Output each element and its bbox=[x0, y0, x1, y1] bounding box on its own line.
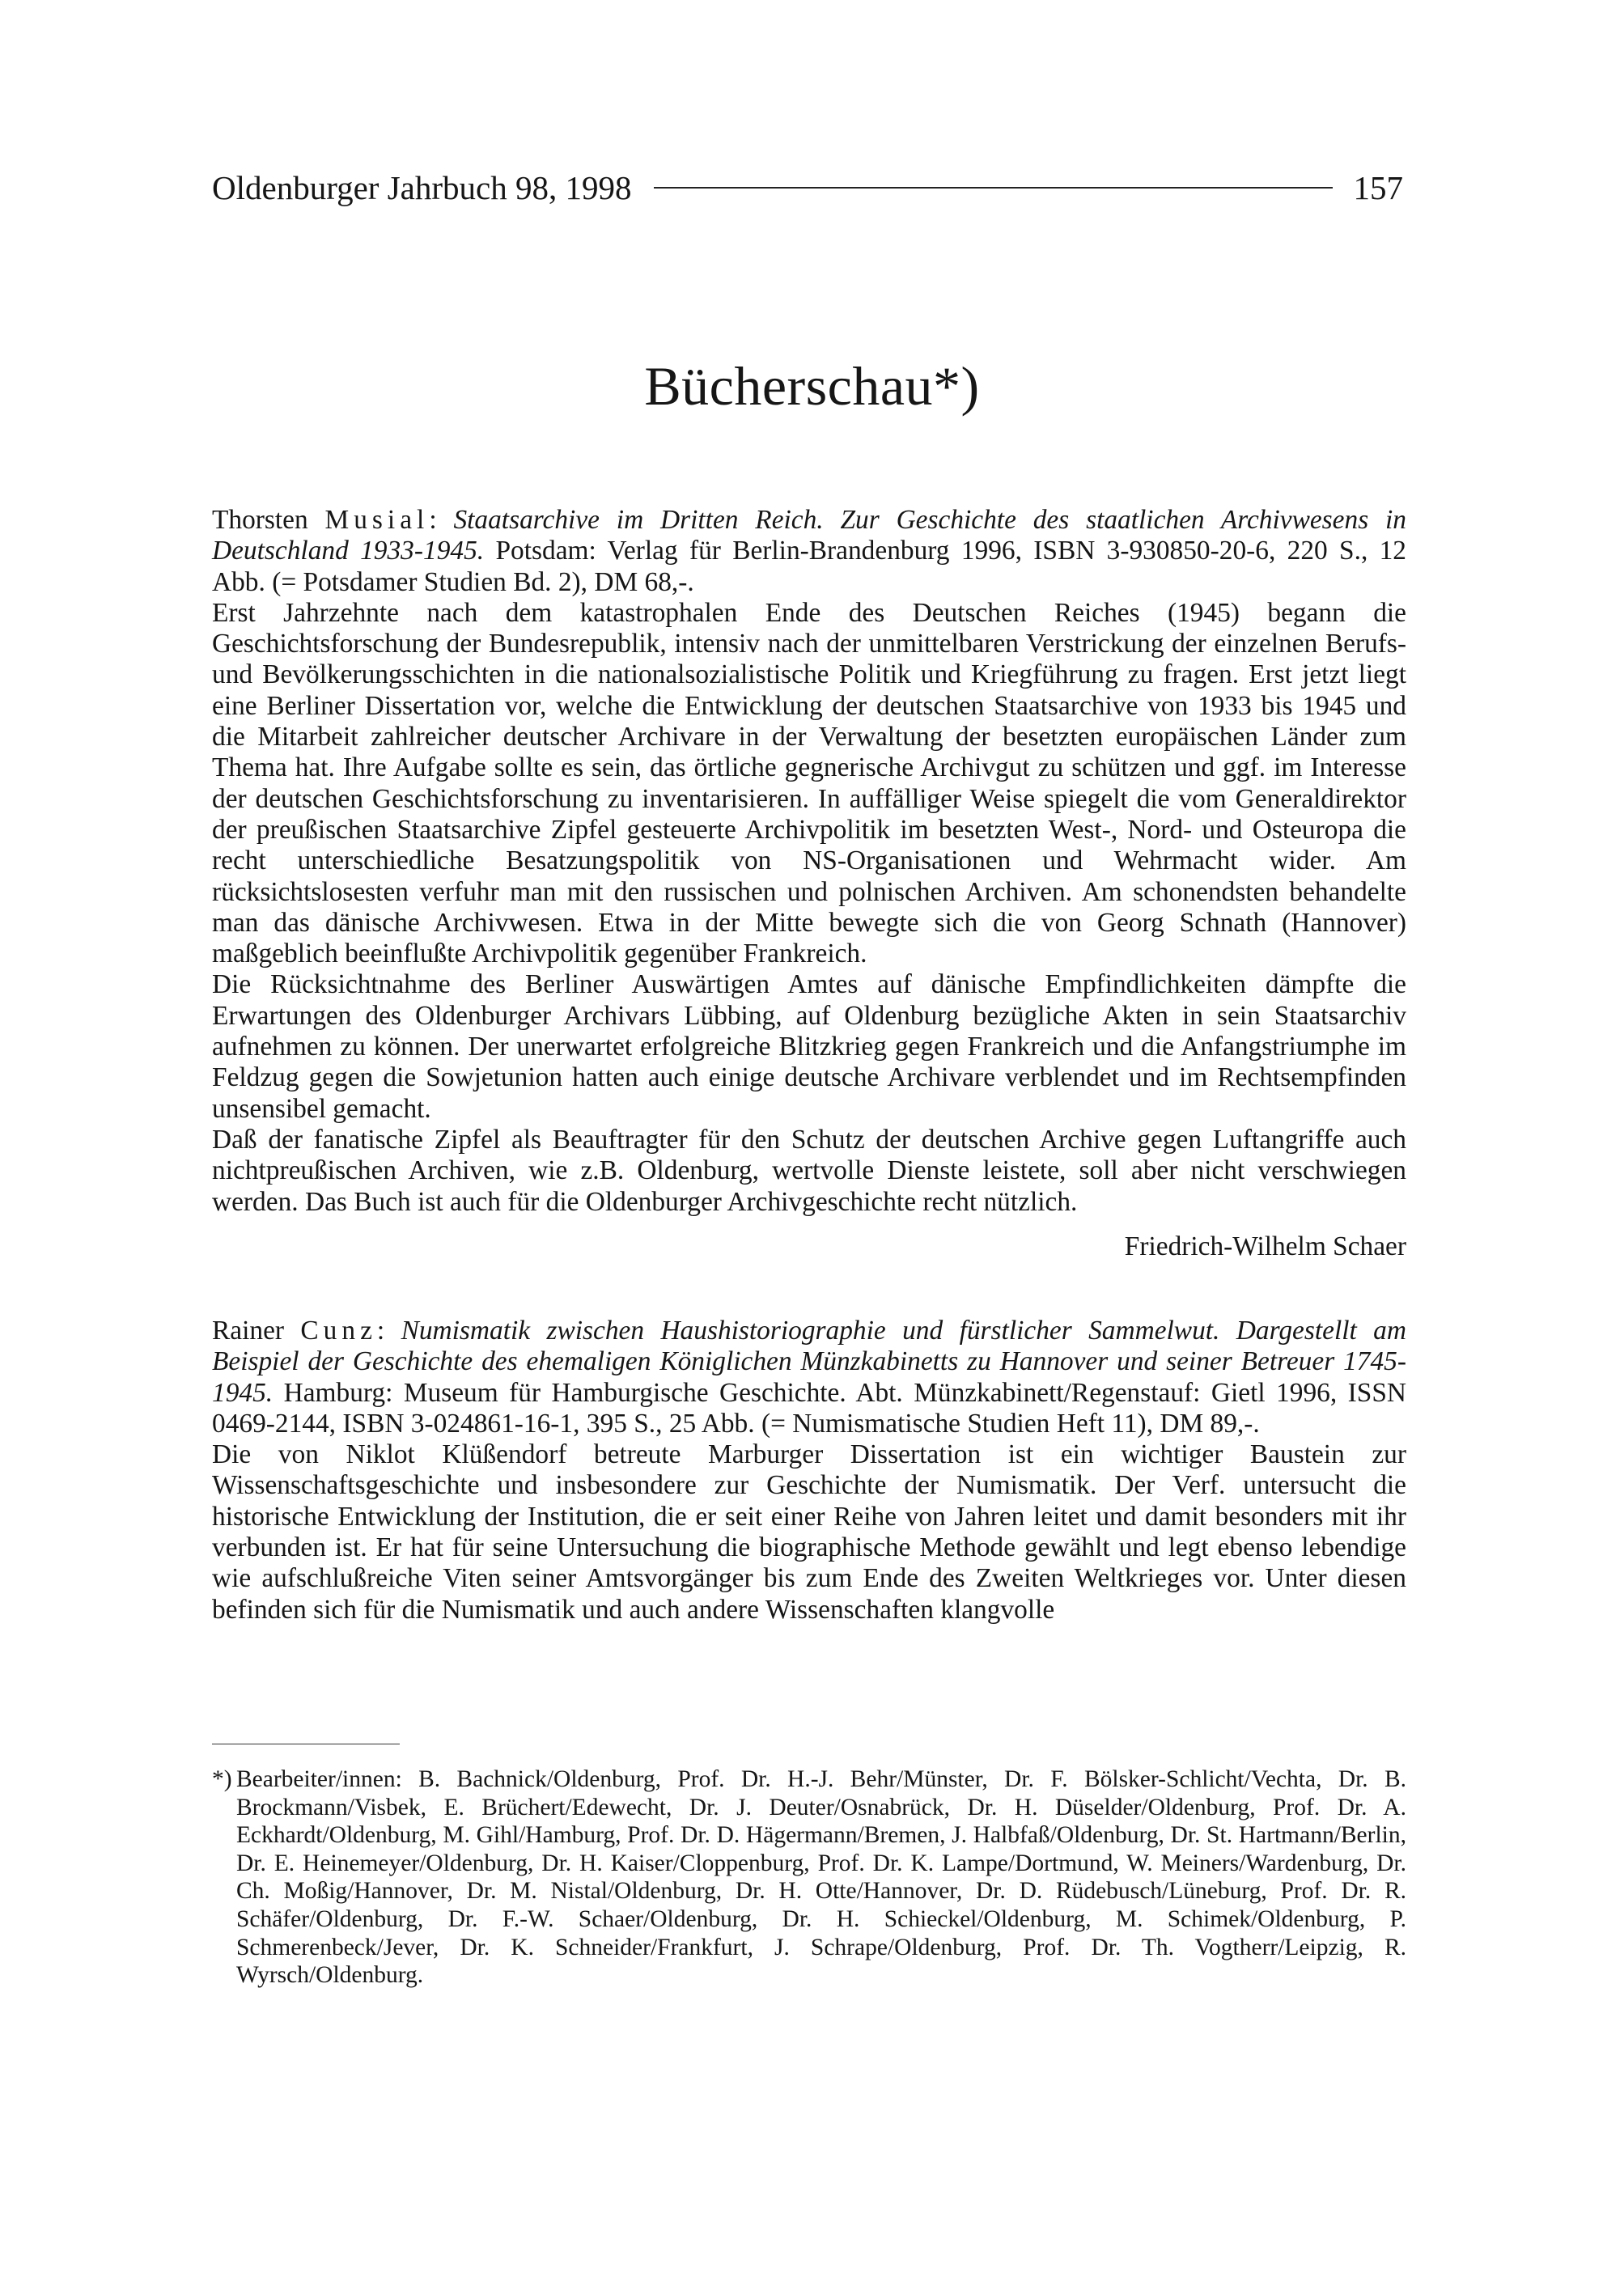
author-last-name: Musial bbox=[324, 505, 430, 535]
author-separator: : bbox=[429, 505, 437, 535]
author-first-name: Thorsten bbox=[212, 505, 308, 535]
page-number: 157 bbox=[1353, 169, 1403, 206]
publication-details: Hamburg: Museum für Hamburgische Geschichte. Abt. Münzkabinett/Regenstauf: Gietl 1996, ISSN 0469-2144, ISBN 3-024861-16-1, 395 S., 25 Abb. (= Numismatische Studien Heft 11), DM 89,-. bbox=[212, 1377, 1407, 1439]
footnote-text: Bearbeiter/innen: B. Bachnick/Oldenburg, Prof. Dr. H.-J. Behr/Münster, Dr. F. Bölsker-Schlicht/Vechta, Dr. B. Brockmann/Visbek, E. Brüchert/Edewecht, Dr. J. Deuter/Osnabrück, Dr. H. Düselder/Oldenburg, Prof. Dr. A. Eckhardt/Oldenburg, M. Gihl/Hamburg, Prof. Dr. D. Hägermann/Bremen, J. Halbfaß/Oldenburg, Dr. St. Hartmann/Berlin, Dr. E. Heinemeyer/Oldenburg, Dr. H. Kaiser/Cloppenburg, Prof. Dr. K. Lampe/Dortmund, W. Meiners/Wardenburg, Dr. Ch. Moßig/Hannover, Dr. M. Nistal/Oldenburg, Dr. H. Otte/Hannover, Dr. D. Rüdebusch/Lüneburg, Prof. Dr. R. Schäfer/Oldenburg, Dr. F.-W. Schaer/Oldenburg, Dr. H. Schieckel/Oldenburg, M. Schimek/Oldenburg, P. Schmerenbeck/Jever, Dr. K. Schneider/Frankfurt, J. Schrape/Oldenburg, Prof. Dr. Th. Vogtherr/Leipzig, R. Wyrsch/Oldenburg. bbox=[236, 1766, 1406, 1989]
review-paragraph: Daß der fanatische Zipfel als Beauftragter für den Schutz der deutschen Archive gegen Luftangriffe auch nichtpreußischen Archiven, wie z.B. Oldenburg, wertvolle Dienste leistete, soll aber nicht verschwiegen werden. Das Buch ist auch für die Oldenburger Archivgeschichte recht nützlich. bbox=[212, 1124, 1406, 1217]
publication-details: Potsdam: Verlag für Berlin-Brandenburg 1996, ISBN 3-930850-20-6, 220 S., 12 Abb. (= Potsdamer Studien Bd. 2), DM 68,-. bbox=[212, 536, 1406, 597]
review-entry bbox=[212, 505, 1406, 1262]
author-separator: : bbox=[376, 1316, 385, 1346]
reviewer-signature: Friedrich-Wilhelm Schaer bbox=[1124, 1231, 1406, 1261]
review-entry bbox=[212, 1316, 1406, 1625]
footnote bbox=[212, 1765, 1406, 1990]
review-paragraph: Die Rücksichtnahme des Berliner Auswärtigen Amtes auf dänische Empfindlichkeiten dämpfte die Erwartungen des Oldenburger Archivars Lübbing, auf Oldenburg bezügliche Akten in sein Staatsarchiv aufnehmen zu können. Der unerwartet erfolgreiche Blitzkrieg gegen Frankreich und die Anfangstriumphe im Feldzug gegen die Sowjetunion hatten auch einige deutsche Archivare verblendet und im Rechtsempfinden unsensibel gemacht. bbox=[212, 969, 1406, 1124]
author-last-name: Cunz bbox=[300, 1316, 377, 1346]
footnote-marker: *) bbox=[212, 1766, 232, 1792]
section-title: Bücherschau*) bbox=[644, 355, 980, 417]
review-paragraph: Die von Niklot Klüßendorf betreute Marburger Dissertation ist ein wichtiger Baustein zur Wissenschaftsgeschichte und insbesondere zur Geschichte der Numismatik. Der Verf. untersucht die historische Entwicklung der Institution, die er seit einer Reihe von Jahren leitet und damit besonders mit ihr verbunden ist. Er hat für seine Untersuchung die biographische Methode gewählt und legt ebenso lebendige wie aufschlußreiche Viten seiner Amtsvorgänger bis zum Ende des Zweiten Weltkrieges vor. Unter diesen befinden sich für die Numismatik und auch andere Wissenschaften klangvolle bbox=[212, 1439, 1406, 1625]
author-first-name: Rainer bbox=[212, 1316, 285, 1346]
header-rule bbox=[654, 187, 1332, 189]
bibliographic-entry bbox=[212, 1316, 1406, 1439]
review-paragraph: Erst Jahrzehnte nach dem katastrophalen Ende des Deutschen Reiches (1945) begann die Geschichtsforschung der Bundesrepublik, intensiv nach der unmittelbaren Verstrickung der einzelnen Berufs- und Bevölkerungsschichten in die nationalsozialistische Politik und Kriegführung zu fragen. Erst jetzt liegt eine Berliner Dissertation vor, welche die Entwicklung der deutschen Staatsarchive von 1933 bis 1945 und die Mitarbeit zahlreicher deutscher Archivare in der Verwaltung der besetzten europäischen Länder zum Thema hat. Ihre Aufgabe sollte es sein, das örtliche gegnerische Archivgut zu schützen und ggf. im Interesse der deutschen Geschichtsforschung zu inventarisieren. In auffälliger Weise spiegelt die vom Generaldirektor der preußischen Staatsarchive Zipfel gesteuerte Archivpolitik im besetzten West-, Nord- und Osteuropa die recht unterschiedliche Besatzungspolitik von NS-Organisationen und Wehrmacht wider. Am rücksichtslosesten verfuhr man mit den russischen und polnischen Archiven. Am schonendsten behandelte man das dänische Archivwesen. Etwa in der Mitte bewegte sich die von Georg Schnath (Hannover) maßgeblich beeinflußte Archivpolitik gegenüber Frankreich. bbox=[212, 597, 1406, 969]
book-title: Numismatik zwischen Haushistoriographie und fürstlicher Sammelwut. Dargestellt am Beispiel der Geschichte des ehemaligen Königlichen Münzkabinetts zu Hannover und seiner Betreuer 1745-1945. bbox=[212, 1316, 1406, 1408]
book-title: Staatsarchive im Dritten Reich. Zur Geschichte des staatlichen Archivwesens in Deutschland 1933-1945. bbox=[212, 505, 1406, 566]
running-header bbox=[212, 165, 1403, 210]
bibliographic-entry bbox=[212, 505, 1406, 598]
journal-title: Oldenburger Jahrbuch 98, 1998 bbox=[212, 169, 632, 206]
